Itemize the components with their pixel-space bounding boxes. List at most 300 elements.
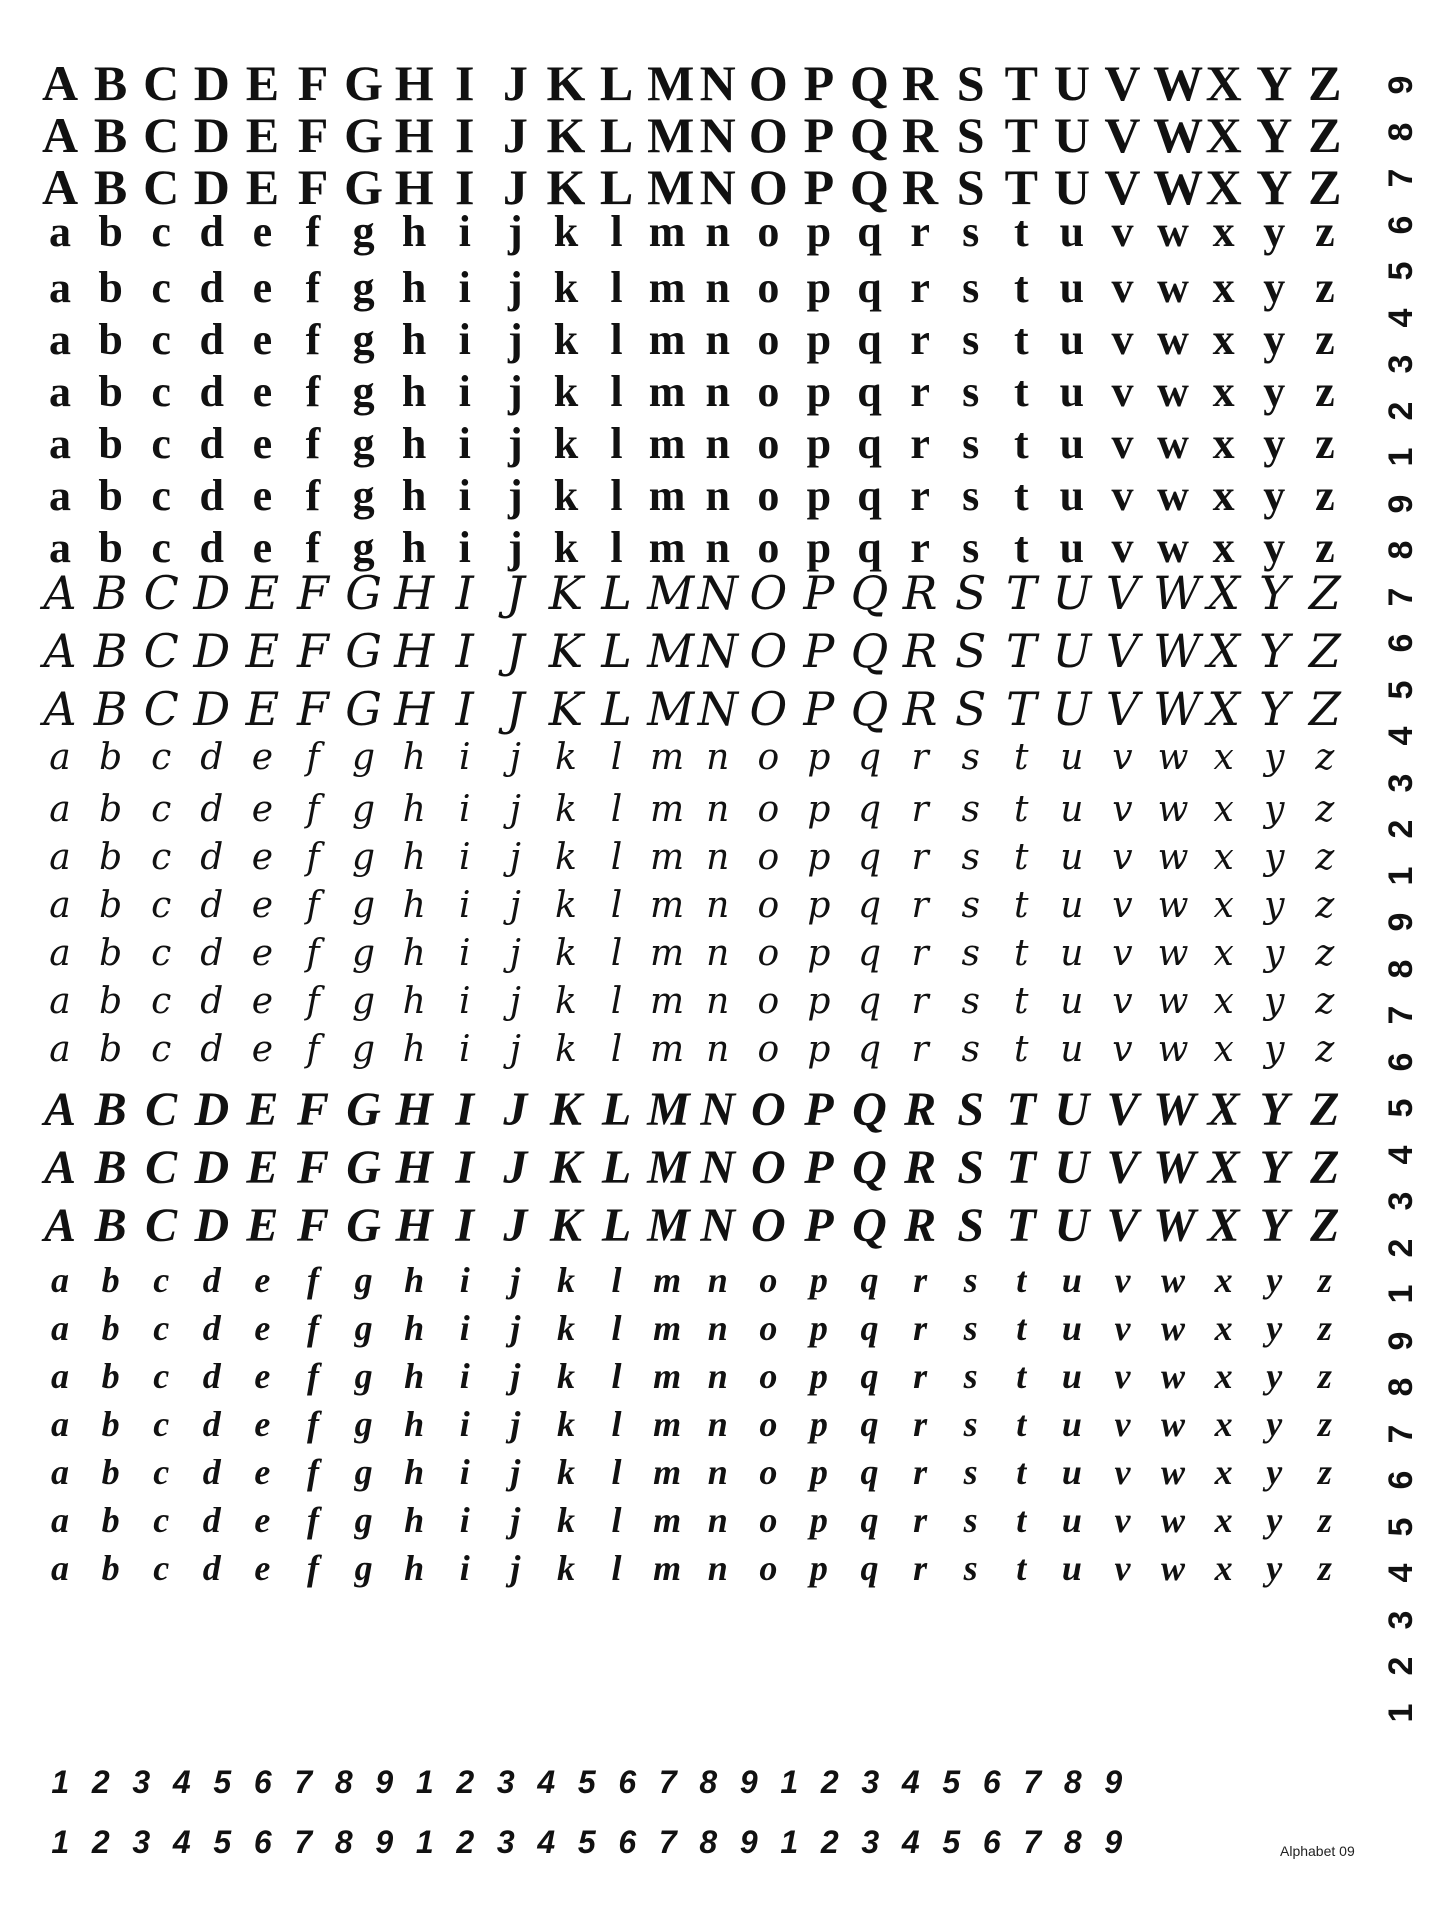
letter-glyph: B	[93, 566, 128, 620]
letter-glyph: e	[252, 471, 273, 520]
letter-glyph: H	[395, 1199, 433, 1252]
letter-glyph: E	[246, 1141, 279, 1194]
letter-glyph: a	[51, 1548, 69, 1588]
letter-glyph: y	[1266, 1260, 1283, 1300]
letter-glyph: E	[245, 159, 280, 215]
letter-glyph: B	[93, 55, 128, 111]
letter-glyph: V	[1104, 159, 1141, 215]
letter-glyph: M	[647, 1141, 690, 1194]
letter-glyph: M	[647, 1083, 690, 1136]
sheet-label: Alphabet 09	[1280, 1843, 1355, 1859]
letter-glyph: d	[199, 367, 225, 416]
letter-glyph: p	[806, 315, 832, 364]
letter-glyph: W	[1153, 566, 1201, 620]
letter-glyph: x	[1214, 1404, 1233, 1444]
letter-glyph: v	[1114, 1452, 1131, 1492]
letter-glyph: d	[202, 1548, 221, 1588]
letter-glyph: p	[807, 981, 831, 1022]
letter-glyph: g	[354, 1452, 373, 1492]
letter-glyph: K	[549, 1083, 582, 1136]
letter-glyph: B	[93, 682, 128, 736]
letter-glyph: p	[809, 1356, 828, 1396]
letter-glyph: L	[601, 1199, 632, 1252]
letter-glyph: Y	[1259, 566, 1290, 620]
letter-glyph: c	[151, 933, 172, 974]
letter-glyph: v	[1111, 471, 1134, 520]
letter-glyph: g	[352, 837, 376, 878]
letter-glyph: r	[913, 1308, 928, 1348]
letter-glyph: g	[352, 367, 375, 416]
letter-glyph: l	[610, 837, 623, 878]
letter-glyph: E	[245, 566, 280, 620]
letter-glyph: X	[1207, 624, 1241, 678]
letter-glyph: j	[509, 737, 521, 778]
letter-glyph: N	[700, 1199, 736, 1252]
letter-glyph: l	[610, 471, 623, 520]
letter-glyph: f	[305, 419, 321, 468]
letter-glyph: z	[1315, 315, 1335, 364]
letter-glyph: r	[911, 885, 929, 926]
letter-glyph: K	[546, 107, 586, 163]
letter-glyph: I	[455, 1083, 475, 1136]
letter-glyph: K	[548, 566, 584, 620]
letter-glyph: W	[1153, 159, 1204, 215]
letter-glyph: q	[857, 837, 882, 878]
letter-glyph: a	[49, 1029, 71, 1070]
letter-glyph: x	[1213, 837, 1234, 878]
digit-glyph: 1	[51, 1764, 70, 1800]
letter-glyph: q	[857, 885, 882, 926]
letter-glyph: M	[647, 55, 695, 111]
letter-glyph: a	[49, 207, 71, 256]
side-digit-column	[1378, 62, 1424, 1762]
letter-glyph: J	[502, 159, 528, 215]
letter-glyph: n	[707, 1356, 728, 1396]
letter-glyph: t	[1016, 1404, 1027, 1444]
digit-glyph: 1	[780, 1764, 799, 1800]
letter-glyph: w	[1157, 837, 1189, 878]
digit-glyph: 5	[213, 1764, 232, 1800]
letter-glyph: K	[546, 159, 586, 215]
letter-glyph: V	[1105, 566, 1140, 620]
letter-glyph: j	[508, 315, 523, 364]
letter-glyph: w	[1157, 367, 1189, 416]
letter-glyph: o	[757, 367, 780, 416]
letter-glyph: F	[296, 1083, 329, 1136]
letter-glyph: x	[1213, 789, 1234, 830]
letter-glyph: h	[401, 315, 427, 364]
letter-glyph: g	[352, 885, 376, 926]
letter-glyph: h	[402, 981, 426, 1022]
letter-glyph: q	[860, 1356, 879, 1396]
letter-glyph: i	[458, 933, 471, 974]
letter-glyph: k	[553, 263, 579, 312]
letter-glyph: w	[1161, 1500, 1186, 1540]
letter-glyph: t	[1014, 837, 1029, 878]
letter-glyph: e	[252, 207, 273, 256]
letter-glyph: u	[1061, 1500, 1082, 1540]
letter-glyph: k	[553, 523, 579, 572]
letter-glyph: E	[245, 624, 280, 678]
letter-glyph: x	[1214, 1356, 1233, 1396]
letter-glyph: T	[1006, 1141, 1036, 1194]
letter-glyph: l	[610, 933, 623, 974]
letter-glyph: q	[857, 789, 882, 830]
letter-glyph: E	[245, 107, 280, 163]
letter-glyph: A	[43, 682, 77, 736]
letter-glyph: o	[759, 1452, 778, 1492]
letter-glyph: u	[1060, 885, 1084, 926]
letter-glyph: c	[151, 523, 171, 572]
letter-glyph: s	[961, 981, 980, 1022]
letter-glyph: c	[151, 315, 171, 364]
digit-glyph: 9	[1104, 1824, 1123, 1860]
letter-glyph: y	[1266, 1404, 1283, 1444]
letter-glyph: Z	[1310, 1083, 1340, 1136]
letter-glyph: V	[1105, 682, 1140, 736]
letter-glyph: p	[807, 933, 831, 974]
letter-glyph: Z	[1308, 107, 1342, 163]
letter-glyph: L	[601, 1141, 632, 1194]
side-digit: 6	[1381, 1470, 1420, 1490]
letter-glyph: A	[43, 1199, 76, 1252]
letter-glyph: l	[611, 1500, 622, 1540]
letter-glyph: e	[251, 837, 274, 878]
letter-glyph: E	[245, 55, 280, 111]
letter-glyph: n	[705, 471, 730, 520]
letter-glyph: L	[599, 159, 634, 215]
letter-glyph: i	[458, 885, 471, 926]
letter-glyph: o	[757, 837, 780, 878]
letter-glyph: i	[458, 419, 471, 468]
letter-glyph: b	[99, 885, 123, 926]
letter-glyph: L	[601, 682, 632, 736]
letter-glyph: w	[1157, 737, 1189, 778]
letter-glyph: T	[1004, 55, 1038, 111]
letter-glyph: l	[610, 367, 623, 416]
digit-glyph: 2	[820, 1764, 839, 1800]
letter-glyph: X	[1205, 107, 1242, 163]
letter-glyph: j	[508, 523, 523, 572]
digit-glyph: 6	[618, 1824, 637, 1860]
letter-glyph: b	[99, 789, 123, 830]
letter-glyph: y	[1263, 207, 1286, 256]
side-digit: 8	[1381, 1377, 1420, 1397]
letter-glyph: D	[193, 682, 231, 736]
letter-glyph: C	[143, 682, 179, 736]
letter-glyph: j	[508, 367, 523, 416]
letter-glyph: R	[904, 1141, 937, 1194]
letter-glyph: h	[401, 263, 427, 312]
letter-glyph: y	[1263, 523, 1286, 572]
letter-glyph: r	[913, 1404, 928, 1444]
letter-glyph: P	[803, 55, 835, 111]
letter-glyph: t	[1014, 789, 1029, 830]
letter-glyph: K	[548, 682, 584, 736]
letter-glyph: v	[1111, 419, 1134, 468]
letter-glyph: Q	[850, 159, 889, 215]
letter-glyph: a	[51, 1500, 69, 1540]
letter-glyph: A	[41, 159, 79, 215]
letter-glyph: v	[1111, 523, 1134, 572]
letter-glyph: m	[648, 263, 686, 312]
letter-row	[40, 471, 1345, 520]
letter-glyph: r	[911, 837, 929, 878]
digit-glyph: 9	[739, 1824, 758, 1860]
letter-glyph: a	[51, 1260, 69, 1300]
letter-glyph: x	[1214, 1308, 1233, 1348]
letter-glyph: j	[509, 981, 521, 1022]
letter-glyph: w	[1161, 1260, 1186, 1300]
letter-glyph: s	[961, 885, 980, 926]
letter-glyph: c	[151, 981, 172, 1022]
letter-glyph: d	[199, 419, 225, 468]
letter-glyph: p	[807, 789, 831, 830]
letter-glyph: i	[458, 367, 471, 416]
letter-glyph: z	[1317, 1308, 1332, 1348]
letter-glyph: X	[1207, 566, 1241, 620]
letter-glyph: k	[556, 1500, 575, 1540]
letter-glyph: p	[806, 367, 832, 416]
letter-glyph: S	[956, 55, 985, 111]
letter-glyph: n	[707, 1404, 728, 1444]
digit-glyph: 3	[496, 1764, 515, 1800]
letter-glyph: m	[650, 933, 685, 974]
letter-glyph: d	[202, 1356, 221, 1396]
letter-glyph: g	[352, 789, 376, 830]
letter-glyph: H	[394, 107, 434, 163]
letter-row	[40, 1029, 1345, 1070]
letter-glyph: w	[1157, 885, 1189, 926]
digit-glyph: 8	[334, 1764, 353, 1800]
digit-glyph: 4	[901, 1764, 920, 1800]
letter-glyph: V	[1105, 624, 1140, 678]
letter-glyph: L	[601, 1083, 632, 1136]
letter-glyph: w	[1157, 419, 1189, 468]
letter-glyph: s	[961, 1029, 980, 1070]
letter-glyph: B	[93, 107, 128, 163]
letter-glyph: s	[962, 471, 980, 520]
letter-glyph: h	[402, 789, 426, 830]
letter-glyph: q	[860, 1452, 879, 1492]
letter-glyph: x	[1214, 1452, 1233, 1492]
letter-glyph: I	[455, 566, 474, 620]
letter-glyph: f	[306, 981, 320, 1022]
letter-glyph: K	[549, 1199, 582, 1252]
side-digit: 2	[1381, 401, 1420, 420]
letter-glyph: a	[51, 1404, 69, 1444]
side-digit: 6	[1381, 215, 1420, 234]
letter-glyph: a	[49, 933, 71, 974]
letter-glyph: H	[394, 159, 434, 215]
letter-glyph: V	[1106, 1083, 1139, 1136]
letter-row	[40, 1262, 1345, 1298]
letter-glyph: y	[1266, 1308, 1283, 1348]
letter-glyph: m	[650, 789, 685, 830]
letter-glyph: U	[1052, 566, 1092, 620]
letter-glyph: f	[306, 1404, 319, 1444]
letter-glyph: R	[902, 566, 938, 620]
letter-glyph: p	[807, 1029, 831, 1070]
letter-glyph: c	[153, 1404, 170, 1444]
letter-glyph: D	[194, 1199, 230, 1252]
letter-glyph: W	[1153, 55, 1204, 111]
letter-glyph: f	[306, 737, 320, 778]
letter-glyph: I	[455, 159, 475, 215]
letter-glyph: k	[553, 315, 579, 364]
letter-glyph: c	[151, 367, 171, 416]
letter-glyph: d	[202, 1308, 221, 1348]
letter-row	[40, 837, 1345, 878]
letter-glyph: G	[344, 159, 384, 215]
letter-glyph: r	[911, 789, 929, 830]
letter-glyph: O	[748, 55, 788, 111]
side-digit: 2	[1381, 1656, 1420, 1676]
letter-glyph: d	[202, 1500, 221, 1540]
letter-glyph: t	[1014, 885, 1029, 926]
letter-glyph: e	[251, 1029, 274, 1070]
digit-glyph: 6	[982, 1764, 1001, 1800]
letter-glyph: p	[806, 523, 832, 572]
letter-glyph: l	[610, 981, 623, 1022]
letter-glyph: P	[804, 1141, 834, 1194]
letter-glyph: l	[610, 789, 623, 830]
letter-glyph: t	[1014, 1029, 1029, 1070]
letter-glyph: m	[653, 1452, 682, 1492]
letter-glyph: x	[1212, 367, 1235, 416]
letter-glyph: m	[653, 1308, 682, 1348]
letter-glyph: q	[857, 737, 882, 778]
letter-glyph: p	[806, 419, 832, 468]
letter-glyph: f	[305, 523, 321, 572]
letter-glyph: m	[650, 981, 685, 1022]
letter-glyph: N	[699, 107, 736, 163]
letter-glyph: B	[93, 159, 128, 215]
letter-glyph: t	[1013, 207, 1029, 256]
letter-glyph: t	[1016, 1308, 1027, 1348]
letter-glyph: T	[1006, 1083, 1036, 1136]
letter-glyph: O	[750, 1199, 786, 1252]
letter-glyph: z	[1315, 1029, 1335, 1070]
letter-glyph: P	[804, 1199, 834, 1252]
letter-glyph: j	[510, 1500, 521, 1540]
letter-glyph: x	[1213, 1029, 1234, 1070]
letter-glyph: h	[404, 1308, 425, 1348]
side-digit: 5	[1381, 680, 1420, 699]
letter-glyph: b	[99, 981, 123, 1022]
letter-glyph: G	[345, 566, 382, 620]
digit-row	[40, 1766, 1240, 1798]
digit-glyph: 9	[739, 1764, 758, 1800]
letter-glyph: u	[1061, 1308, 1082, 1348]
letter-row	[40, 933, 1345, 974]
digit-glyph: 7	[1023, 1824, 1042, 1860]
letter-glyph: N	[699, 55, 736, 111]
letter-glyph: s	[963, 1500, 978, 1540]
letter-glyph: i	[459, 1404, 470, 1444]
letter-glyph: N	[697, 566, 738, 620]
letter-glyph: m	[648, 523, 686, 572]
letter-glyph: Z	[1310, 1199, 1340, 1252]
letter-glyph: T	[1005, 682, 1037, 736]
letter-glyph: i	[458, 315, 471, 364]
letter-glyph: c	[153, 1356, 170, 1396]
letter-glyph: H	[394, 682, 435, 736]
letter-glyph: e	[251, 737, 274, 778]
letter-glyph: c	[153, 1452, 170, 1492]
letter-glyph: h	[402, 1029, 426, 1070]
letter-glyph: E	[246, 1199, 279, 1252]
letter-glyph: I	[455, 682, 474, 736]
letter-glyph: t	[1014, 933, 1029, 974]
letter-glyph: q	[857, 523, 882, 572]
letter-glyph: m	[653, 1260, 682, 1300]
letter-glyph: n	[706, 1029, 730, 1070]
letter-glyph: h	[401, 471, 427, 520]
letter-glyph: t	[1016, 1260, 1027, 1300]
letter-glyph: o	[757, 315, 780, 364]
letter-glyph: O	[748, 107, 788, 163]
letter-glyph: d	[200, 885, 224, 926]
letter-glyph: x	[1212, 419, 1235, 468]
letter-glyph: D	[193, 107, 230, 163]
letter-glyph: o	[759, 1308, 778, 1348]
letter-glyph: A	[41, 107, 79, 163]
letter-glyph: q	[857, 367, 882, 416]
letter-glyph: d	[199, 263, 225, 312]
letter-glyph: U	[1054, 1083, 1090, 1136]
letter-glyph: Z	[1308, 624, 1341, 678]
letter-glyph: q	[857, 981, 882, 1022]
letter-glyph: d	[199, 523, 225, 572]
letter-row	[40, 55, 1345, 111]
letter-glyph: e	[252, 523, 273, 572]
letter-glyph: I	[455, 107, 475, 163]
letter-glyph: u	[1061, 1356, 1082, 1396]
letter-glyph: v	[1112, 933, 1133, 974]
letter-glyph: e	[251, 933, 274, 974]
letter-glyph: l	[611, 1404, 622, 1444]
letter-glyph: Q	[850, 55, 889, 111]
letter-glyph: z	[1317, 1356, 1332, 1396]
letter-glyph: W	[1153, 1199, 1196, 1252]
letter-glyph: o	[757, 207, 780, 256]
letter-glyph: W	[1153, 1083, 1196, 1136]
letter-glyph: i	[458, 523, 471, 572]
letter-glyph: B	[93, 624, 128, 678]
letter-glyph: c	[151, 737, 172, 778]
digit-glyph: 3	[496, 1824, 515, 1860]
letter-row	[40, 1502, 1345, 1538]
letter-glyph: B	[94, 1199, 127, 1252]
letter-glyph: k	[556, 1308, 575, 1348]
letter-glyph: p	[806, 263, 832, 312]
letter-glyph: z	[1317, 1404, 1332, 1444]
letter-glyph: y	[1264, 981, 1285, 1022]
digit-glyph: 4	[901, 1824, 920, 1860]
letter-glyph: R	[902, 682, 938, 736]
letter-glyph: R	[904, 1083, 937, 1136]
letter-glyph: V	[1104, 107, 1141, 163]
letter-glyph: X	[1207, 1083, 1240, 1136]
letter-glyph: J	[506, 566, 525, 620]
letter-glyph: r	[913, 1260, 928, 1300]
letter-glyph: y	[1266, 1356, 1283, 1396]
letter-glyph: A	[43, 1141, 76, 1194]
letter-glyph: y	[1266, 1500, 1283, 1540]
letter-glyph: i	[459, 1500, 470, 1540]
letter-glyph: w	[1161, 1548, 1186, 1588]
